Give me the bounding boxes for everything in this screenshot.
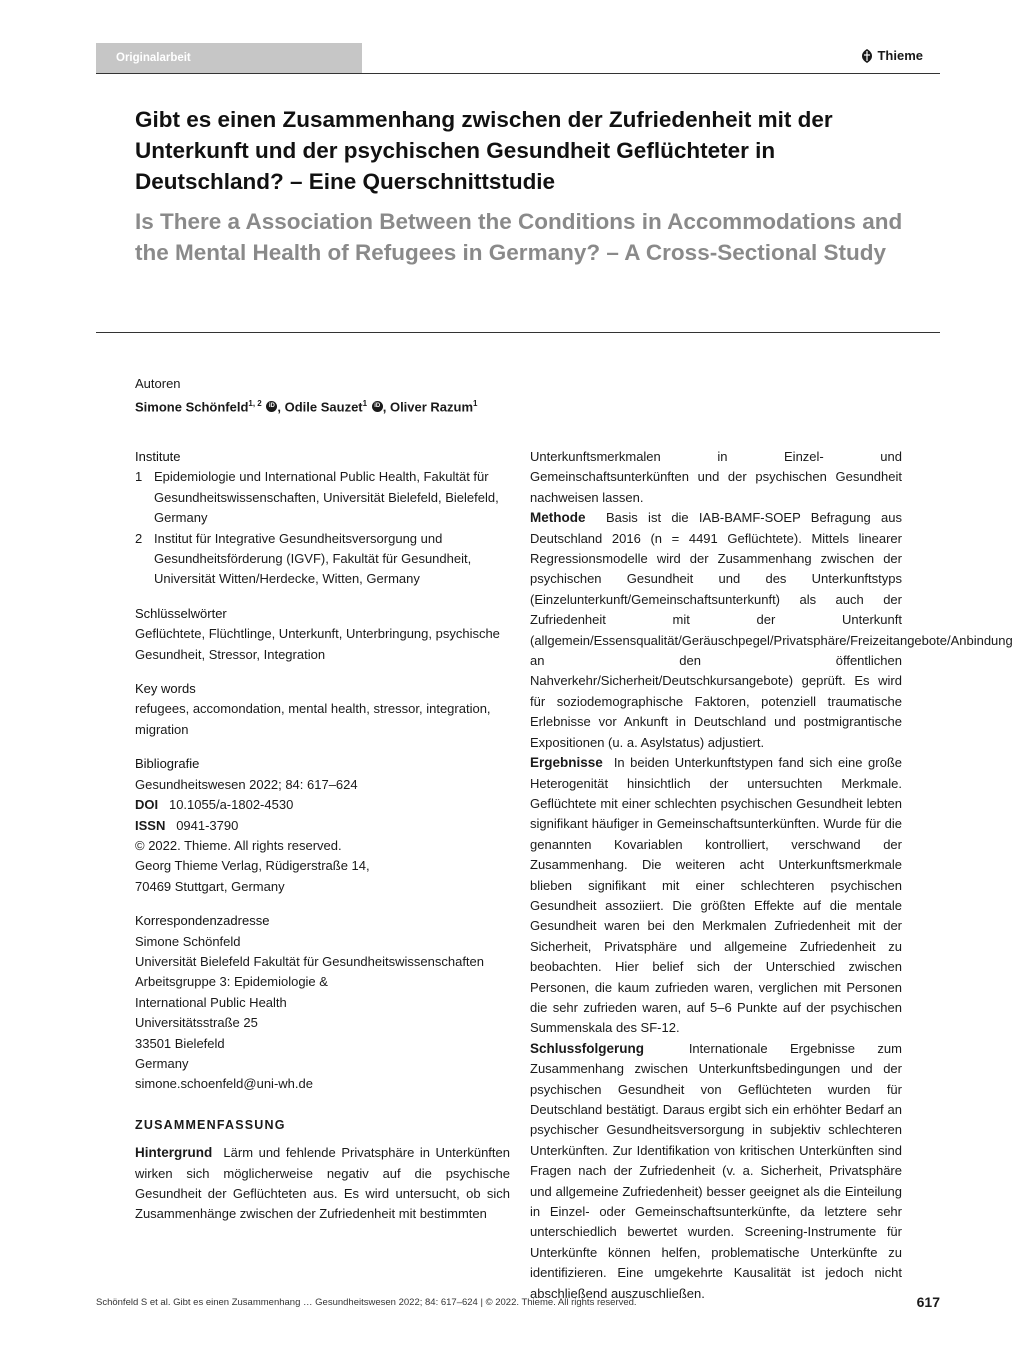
issn-line	[135, 816, 510, 836]
correspondence-email[interactable]: simone.schoenfeld@uni-wh.de	[135, 1076, 313, 1092]
correspondence-line: 33501 Bielefeld	[135, 1035, 225, 1051]
author-separator: ,	[277, 399, 285, 415]
orcid-icon[interactable]: iD	[266, 401, 277, 412]
issn-value: 0941-3790	[176, 817, 239, 833]
abstract-conclusion-label: Schlussfolgerung	[530, 1040, 645, 1056]
author-list	[135, 394, 515, 417]
institutes-label: Institute	[135, 449, 181, 464]
keywords-en-label: Key words	[135, 681, 196, 697]
left-column	[135, 447, 510, 1225]
copyright: © 2022. Thieme. All rights reserved.	[135, 837, 342, 853]
keywords-en-text: refugees, accomondation, mental health, stressor, integration, migration	[135, 701, 491, 737]
title-rule	[96, 332, 940, 333]
abstract-results	[530, 753, 902, 1039]
abstract-results-label: Ergebnisse	[530, 755, 603, 771]
correspondence-line: International Public Health	[135, 994, 287, 1010]
page-number: 617	[916, 1294, 940, 1310]
publisher-address: 70469 Stuttgart, Germany	[135, 878, 285, 894]
author-name: Simone Schönfeld	[135, 399, 249, 415]
correspondence-line: Universität Bielefeld Fakultät für Gesundheitswissenschaften	[135, 953, 485, 969]
abstract-background-continued: Unterkunftsmerkmalen in Einzel- und Gemeinschaftsunterkünften und der psychischen Gesundheit nachweisen lassen.	[530, 449, 902, 505]
abstract-methods	[530, 508, 1013, 753]
publisher-address: Georg Thieme Verlag, Rüdigerstraße 14,	[135, 858, 370, 874]
doi-label: DOI	[135, 797, 159, 813]
publisher-logo	[861, 48, 923, 63]
abstract-background-label: Hintergrund	[135, 1145, 213, 1161]
keywords-en-block	[135, 679, 510, 740]
author-affiliation: 1, 2	[248, 399, 262, 408]
bibliography-block	[135, 754, 510, 897]
keywords-de-text: Geflüchtete, Flüchtlinge, Unterkunft, Unterbringung, psychische Gesundheit, Stressor, Integration	[135, 626, 500, 662]
abstract-methods-label: Methode	[530, 510, 586, 526]
orcid-icon[interactable]: iD	[372, 401, 383, 412]
institute-item	[135, 529, 510, 590]
author-affiliation: 1	[362, 399, 368, 408]
correspondence-block	[135, 911, 510, 1095]
abstract-results-text: In beiden Unterkunftstypen fand sich eine große Heterogenität hinsichtlich der untersuchten Merkmale. Geflüchtete mit einer schlechten psychischen Gesundheit lebten signifikant häufiger in Gemeinschaftsunterkünften. Wurde für die genannten Kovariablen kontrolliert, verschwand der Zusammenhang. Die weiteren acht Unterkunftsmerkmale blieben signifikant mit einer schlechteren psychischen Gesundheit assoziiert. Die größten Effekte auf die mentale Gesundheit waren bei den Merkmalen Zufriedenheit mit der Sicherheit, Privatsphäre und allgemeine Zufriedenheit zu beobachten. Hier belief sich der Unterschied zwischen Personen, die kaum zufrieden waren, verglichen mit Personen die sehr zufrieden waren, auf 5–6 Punkte auf der psychischen Summenskala des SF-12.	[530, 755, 902, 1036]
title-german: Gibt es einen Zusammenhang zwischen der Zufriedenheit mit der Unterkunft und der psychischen Gesundheit Geflüchteter in Deutschland? – Eine Querschnittstudie	[135, 107, 833, 194]
correspondence-line: Germany	[135, 1055, 189, 1071]
correspondence-line: Arbeitsgruppe 3: Epidemiologie &	[135, 974, 328, 990]
title-english: Is There a Association Between the Conditions in Accommodations and the Mental Health of Refugees in Germany? – A Cross-Sectional Study	[135, 209, 903, 265]
abstract-heading: ZUSAMMENFASSUNG	[135, 1117, 286, 1132]
correspondence-line: Universitätsstraße 25	[135, 1015, 258, 1031]
thieme-logo-icon	[861, 49, 873, 63]
institute-text: Epidemiologie und International Public Health, Fakultät für Gesundheitswissenschaften, Universität Bielefeld, Bielefeld, Germany	[154, 469, 499, 526]
author-name: Oliver Razum	[389, 399, 474, 415]
author-name: Odile Sauzet	[284, 399, 363, 415]
keywords-de-label: Schlüsselwörter	[135, 605, 227, 621]
section-tag: Originalarbeit	[96, 43, 362, 73]
abstract-background-text: Lärm und fehlende Privatsphäre in Unterkünften wirken sich möglicherweise negativ auf die psychische Gesundheit der Geflüchteten aus. Es wird untersucht, ob sich Zusammenhänge zwischen der Zufriedenheit mit bestimmten	[135, 1145, 510, 1222]
correspondence-label: Korrespondenzadresse	[135, 913, 270, 929]
author-separator: ,	[382, 399, 390, 415]
institute-text: Institut für Integrative Gesundheitsversorgung und Gesundheitsförderung (IGVF), Fakultät für Gesundheit, Universität Witten/Herdecke, Witten, Germany	[154, 530, 472, 587]
institutes-block	[135, 447, 510, 590]
institute-item	[135, 467, 510, 528]
authors-block	[135, 374, 515, 417]
keywords-de-block	[135, 604, 510, 665]
abstract-conclusion-text: Internationale Ergebnisse zum Zusammenhang zwischen Unterkunftsbedingungen und der psychischen Gesundheit von Geflüchteten wurden für Deutschland bestätigt. Daraus ergibt sich ein erhöhter Bedarf an psychischer Gesundheitsversorgung in subjektiv schlechteren Unterkünften. Zur Identifikation von kritischen Unterkünften sind Fragen nach der Zufriedenheit (v. a. Sicherheit, Privatsphäre und allgemeine Zufriedenheit) besser geeignet als die Einteilung in Einzel- oder Gemeinschaftsunterkünfte, da letztere sehr unterschiedlich bewertet wurden. Screening-Instrumente für Unterkünfte können helfen, problematische Unterkünfte zu identifizieren. Eine umgekehrte Kausalität ist jedoch nicht abschließend auszuschließen.	[530, 1040, 902, 1301]
doi-line	[135, 795, 510, 815]
abstract-background	[135, 1143, 510, 1225]
citation: Gesundheitswesen 2022; 84: 617–624	[135, 776, 358, 792]
institute-number: 1	[135, 469, 143, 485]
footer-citation: Schönfeld S et al. Gibt es einen Zusammenhang … Gesundheitswesen 2022; 84: 617–624 | © 2022. Thieme. All rights reserved.	[96, 1297, 637, 1308]
doi-link[interactable]: 10.1055/a-1802-4530	[168, 797, 294, 813]
abstract-methods-text: Basis ist die IAB-BAMF-SOEP Befragung aus Deutschland 2016 (n = 4491 Geflüchtete). Mittels linearer Regressionsmodelle wird der Zusammenhang zwischen der psychischen Gesundheit und des Unterkunftstyps (Einzelunterkunft/Gemeinschaftsunterkunft) als auch der Zufriedenheit mit der Unterkunft (allgemein/Essensqualität/Geräuschpegel/Privatsphäre/Freizeitangebote/Anbindung an den öffentlichen Nahverkehr/Sicherheit/Deutschkursangebote) geprüft. Es wird für soziodemographische Faktoren, potenziell traumatische Erlebnisse vor Ankunft in Deutschland und postmigrantische Expositionen (u. a. Asylstatus) adjustiert.	[530, 510, 1013, 750]
issn-label: ISSN	[135, 817, 166, 833]
institute-number: 2	[135, 530, 143, 546]
correspondence-line: Simone Schönfeld	[135, 933, 241, 949]
publisher-name: Thieme	[877, 48, 923, 63]
authors-label: Autoren	[135, 376, 181, 391]
author-affiliation: 1	[473, 399, 478, 408]
header-rule	[96, 73, 940, 74]
abstract-conclusion	[530, 1039, 902, 1304]
bibliography-label: Bibliografie	[135, 756, 200, 772]
